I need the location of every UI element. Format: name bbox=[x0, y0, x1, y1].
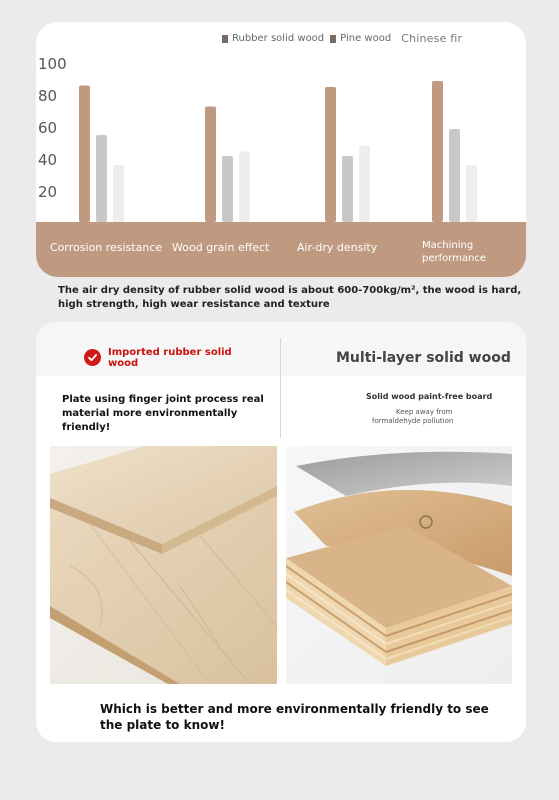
legend-swatch-rubber bbox=[222, 35, 228, 43]
rubber-wood-board-image bbox=[50, 446, 277, 684]
right-description-title: Solid wood paint-free board bbox=[366, 392, 493, 401]
bar-pine-wood bbox=[342, 156, 353, 222]
bar-chart bbox=[36, 22, 526, 277]
bar-chinese-fir bbox=[239, 152, 250, 223]
legend-item-rubber bbox=[222, 33, 324, 44]
y-tick-label: 40 bbox=[38, 151, 58, 169]
category-label: Corrosion resistance bbox=[50, 241, 163, 254]
category-label: Machining performance bbox=[422, 240, 487, 264]
chart-legend bbox=[222, 32, 462, 45]
plywood-board-image bbox=[286, 446, 512, 684]
column-divider bbox=[280, 338, 281, 438]
y-tick-label: 60 bbox=[38, 119, 58, 137]
left-description: Plate using finger joint process real material more environmentally friendly! bbox=[62, 394, 264, 433]
bar-rubber-solid-wood bbox=[325, 87, 336, 222]
legend-label-pine: Pine wood bbox=[340, 33, 392, 44]
left-column-title: Imported rubber solid wood bbox=[108, 347, 232, 369]
bar-pine-wood bbox=[449, 129, 460, 222]
comparison-card bbox=[36, 322, 526, 742]
bar-pine-wood bbox=[222, 156, 233, 222]
legend-item-pine bbox=[330, 33, 391, 44]
category-label: Air-dry density bbox=[297, 241, 378, 254]
category-label: Wood grain effect bbox=[172, 241, 270, 254]
legend-swatch-pine bbox=[330, 35, 336, 43]
right-description-line-1: Keep away from bbox=[396, 408, 453, 416]
chart-card bbox=[36, 22, 526, 277]
bar-chinese-fir bbox=[113, 165, 124, 222]
bar-rubber-solid-wood bbox=[205, 107, 216, 223]
right-description-line-2: formaldehyde pollution bbox=[372, 417, 454, 425]
check-mark-icon bbox=[87, 352, 98, 363]
bar-chinese-fir bbox=[466, 165, 477, 222]
bottom-message: Which is better and more environmentally friendly to see the plate to know! bbox=[100, 702, 489, 732]
y-tick-label: 20 bbox=[38, 183, 58, 201]
legend-label-fir: Chinese fir bbox=[401, 32, 463, 45]
y-tick-label: 80 bbox=[38, 87, 58, 105]
bar-rubber-solid-wood bbox=[432, 81, 443, 222]
right-column-title: Multi-layer solid wood bbox=[336, 350, 511, 366]
check-icon bbox=[84, 349, 101, 366]
bar-pine-wood bbox=[96, 135, 107, 222]
bar-rubber-solid-wood bbox=[79, 86, 90, 223]
y-tick-label: 100 bbox=[38, 55, 67, 73]
chart-caption: The air dry density of rubber solid wood is about 600-700kg/m², the wood is hard, high strength, high wear resistance and texture bbox=[58, 285, 522, 310]
legend-label-rubber: Rubber solid wood bbox=[232, 33, 325, 44]
bar-chinese-fir bbox=[359, 146, 370, 223]
